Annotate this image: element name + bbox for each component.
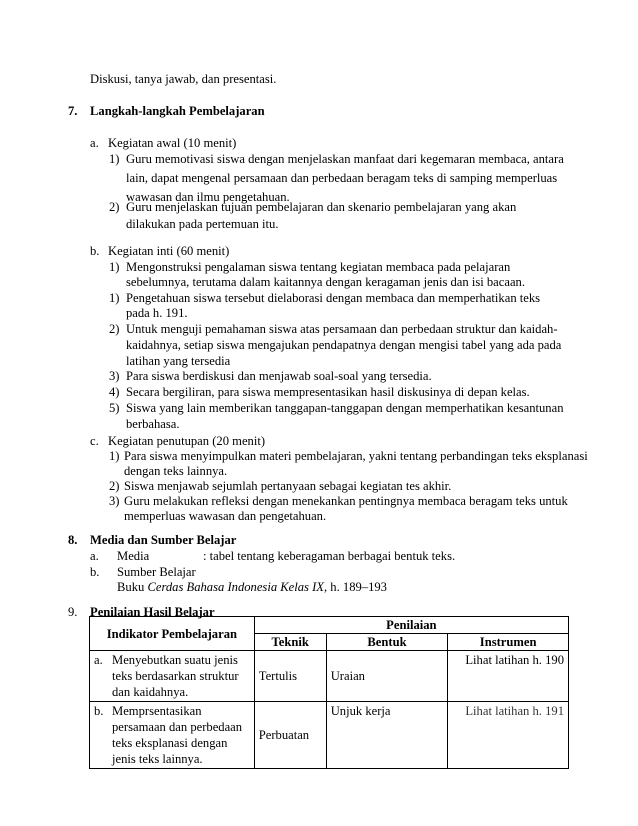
row1-indikator-cell <box>90 651 255 702</box>
section8-number: 8. <box>68 533 78 547</box>
7a-item2-line2: dilakukan pada pertemuan itu. <box>126 217 279 231</box>
header-penilaian: Penilaian <box>254 617 568 634</box>
7b-item1-num: 1) <box>109 260 120 274</box>
8b-book-prefix: Buku <box>117 580 148 594</box>
header-bentuk: Bentuk <box>326 634 448 651</box>
7b-item6-num: 5) <box>109 401 120 415</box>
row1-teknik: Tertulis <box>254 651 326 702</box>
7b-item1-line1: Mengonstruksi pengalaman siswa tentang kegiatan membaca pada pelajaran <box>126 260 511 274</box>
row2-indikator-cell <box>90 702 255 769</box>
7c-item2-line1: Siswa menjawab sejumlah pertanyaan sebagai kegiatan tes akhir. <box>124 479 452 493</box>
intro-text: Diskusi, tanya jawab, dan presentasi. <box>90 72 277 86</box>
7b-item6-line1: Siswa yang lain memberikan tanggapan-tanggapan dengan memperhatikan kesantunan <box>126 401 564 415</box>
7c-item1-line1: Para siswa menyimpulkan materi pembelajaran, yakni tentang perbandingan teks eksplanasi <box>124 449 588 463</box>
row2-num: b. <box>94 704 104 718</box>
header-indikator: Indikator Pembelajaran <box>90 617 255 651</box>
7a-item2-num: 2) <box>109 200 120 214</box>
7b-item2-line2: pada h. 191. <box>126 306 188 320</box>
7c-item3-num: 3) <box>109 494 120 508</box>
7b-item1-line2: sebelumnya, terutama dalam kaitannya dengan keragaman jenis dan isi bacaan. <box>126 275 525 289</box>
7b-item2-num: 1) <box>109 291 120 305</box>
header-teknik: Teknik <box>254 634 326 651</box>
row1-instrumen: Lihat latihan h. 190 <box>448 651 569 702</box>
7b-item4-line1: Para siswa berdiskusi dan menjawab soal-soal yang tersedia. <box>126 369 432 383</box>
8b-key: Sumber Belajar <box>117 565 196 579</box>
8b-label: b. <box>90 565 100 579</box>
7b-item5-num: 4) <box>109 385 120 399</box>
7b-label: b. <box>90 244 100 258</box>
row1-indikator: Menyebutkan suatu jenis teks berdasarkan struktur dan kaidahnya. <box>112 653 239 699</box>
row1-num: a. <box>94 653 103 667</box>
7c-item2-num: 2) <box>109 479 120 493</box>
row2-instrumen: Lihat latihan h. 191 <box>448 702 569 769</box>
7c-label: c. <box>90 434 99 448</box>
assessment-table <box>89 616 569 769</box>
row2-teknik: Perbuatan <box>254 702 326 769</box>
8b-book-title: Cerdas Bahasa Indonesia Kelas IX <box>147 580 324 594</box>
7a-label: a. <box>90 136 99 150</box>
7c-item3-line2: memperluas wawasan dan pengetahuan. <box>124 509 327 523</box>
7c-item1-num: 1) <box>109 449 120 463</box>
7b-item2-line1: Pengetahuan siswa tersebut dielaborasi dengan membaca dan memperhatikan teks <box>126 291 541 305</box>
7a-item2-line1: Guru menjelaskan tujuan pembelajaran dan skenario pembelajaran yang akan <box>126 200 517 214</box>
header-instrumen: Instrumen <box>448 634 569 651</box>
8a-value: : tabel tentang keberagaman berbagai bentuk teks. <box>203 549 456 563</box>
section7-title: Langkah-langkah Pembelajaran <box>90 104 265 118</box>
row1-bentuk: Uraian <box>326 651 448 702</box>
7a-item1-line2: lain, dapat mengenal persamaan dan perbedaan beragam teks di samping memperluas <box>126 171 558 185</box>
7b-title: Kegiatan inti (60 menit) <box>108 244 230 258</box>
7c-title: Kegiatan penutupan (20 menit) <box>108 434 266 448</box>
7b-item3-line2: kaidahnya, setiap siswa mengajukan pendapatnya dengan mengisi tabel yang ada pada <box>126 338 562 352</box>
7c-item3-line1: Guru melakukan refleksi dengan menekankan pentingnya membaca beragam teks untuk <box>124 494 568 508</box>
7a-item1-line1: Guru memotivasi siswa dengan menjelaskan manfaat dari kegemaran membaca, antara <box>126 152 564 166</box>
7b-item4-num: 3) <box>109 369 120 383</box>
7a-item1-line3: wawasan dan ilmu pengetahuan. <box>126 190 290 204</box>
7b-item6-line2: berbahasa. <box>126 417 180 431</box>
row2-bentuk: Unjuk kerja <box>326 702 448 769</box>
table-row <box>90 651 569 702</box>
7b-item3-line1: Untuk menguji pemahaman siswa atas persamaan dan perbedaan struktur dan kaidah- <box>126 322 558 336</box>
section9-number: 9. <box>68 605 78 619</box>
section7-number: 7. <box>68 104 78 118</box>
8a-label: a. <box>90 549 99 563</box>
7a-title: Kegiatan awal (10 menit) <box>108 136 237 150</box>
8a-key: Media <box>117 549 150 563</box>
row2-indikator: Memprsentasikan persamaan dan perbedaan teks eksplanasi dengan jenis teks lainnya. <box>112 704 243 766</box>
section9-title: Penilaian Hasil Belajar <box>90 605 215 619</box>
7b-item3-num: 2) <box>109 322 120 336</box>
7c-item1-line2: dengan teks lainnya. <box>124 464 228 478</box>
7b-item5-line1: Secara bergiliran, para siswa mempresentasikan hasil diskusinya di depan kelas. <box>126 385 530 399</box>
table-row <box>90 702 569 769</box>
8b-book-suffix: , h. 189–193 <box>324 580 387 594</box>
section8-title: Media dan Sumber Belajar <box>90 533 237 547</box>
7a-item1-num: 1) <box>109 152 120 166</box>
7b-item3-line3: latihan yang tersedia <box>126 354 231 368</box>
8b-book-line <box>117 579 387 595</box>
